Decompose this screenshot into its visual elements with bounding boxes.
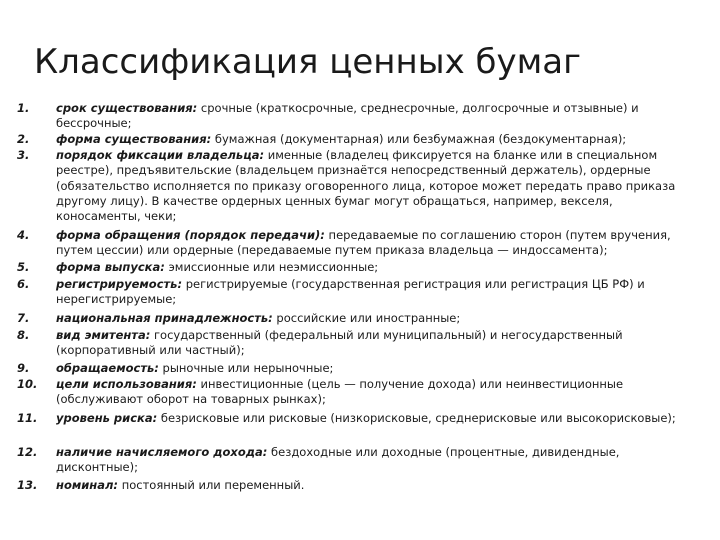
- item-term: срок существования:: [56, 101, 198, 115]
- item-text: [56, 101, 680, 132]
- item-number: 2.: [17, 132, 30, 146]
- item-text: [56, 148, 680, 224]
- item-number: 10.: [17, 377, 38, 391]
- item-number: 8.: [17, 328, 30, 342]
- slide-title: Классификация ценных бумаг: [34, 42, 581, 82]
- item-text: [56, 228, 680, 259]
- item-text: [56, 132, 680, 147]
- item-text: [56, 411, 680, 426]
- item-term: цели использования:: [56, 377, 197, 391]
- item-number: 4.: [17, 228, 30, 242]
- item-number: 5.: [17, 260, 30, 274]
- item-term: форма обращения (порядок передачи):: [56, 228, 325, 242]
- item-text: [56, 361, 680, 376]
- item-term: форма существования:: [56, 132, 212, 146]
- item-description: рыночные или нерыночные;: [158, 361, 334, 375]
- item-text: [56, 445, 680, 476]
- item-term: вид эмитента:: [56, 328, 151, 342]
- item-term: уровень риска:: [56, 411, 158, 425]
- item-description: инвестиционные (цель — получение дохода) или неинвестиционные (обслуживают оборот на товарных рынках);: [56, 377, 624, 407]
- item-number: 3.: [17, 148, 30, 162]
- item-term: порядок фиксации владельца:: [56, 148, 265, 162]
- item-text: [56, 478, 680, 493]
- item-term: регистрируемость:: [56, 277, 183, 291]
- item-description: эмиссионные или неэмиссионные;: [164, 260, 379, 274]
- item-text: [56, 311, 680, 326]
- item-term: форма выпуска:: [56, 260, 165, 274]
- item-description: регистрируемые (государственная регистрация или регистрация ЦБ РФ) и нерегистрируемые;: [56, 277, 645, 307]
- item-description: бумажная (документарная) или безбумажная (бездокументарная);: [211, 132, 627, 146]
- item-description: постоянный или переменный.: [118, 478, 305, 492]
- item-number: 7.: [17, 311, 30, 325]
- item-number: 13.: [17, 478, 38, 492]
- item-text: [56, 328, 680, 359]
- item-number: 11.: [17, 411, 38, 425]
- item-number: 6.: [17, 277, 30, 291]
- item-text: [56, 260, 680, 275]
- item-description: передаваемые по соглашению сторон (путем вручения, путем цессии) или ордерные (передаваемые путем приказа владельца — индоссамента);: [56, 228, 671, 258]
- item-description: безрисковые или рисковые (низкорисковые, среднерисковые или высокорисковые);: [157, 411, 676, 425]
- item-number: 1.: [17, 101, 30, 115]
- item-text: [56, 277, 680, 308]
- item-description: именные (владелец фиксируется на бланке или в специальном реестре), предъявительские (владельцем признаётся непосредственный держатель), ордерные (обязательство исполняется по приказу оговоренного лица, которое может передать право приказа другому лицу). В качестве ордерных ценных бумаг могут обращаться, например, векселя, коносаменты, чеки;: [56, 148, 676, 224]
- item-number: 12.: [17, 445, 38, 459]
- item-term: национальная принадлежность:: [56, 311, 273, 325]
- item-number: 9.: [17, 361, 30, 375]
- item-term: наличие начисляемого дохода:: [56, 445, 268, 459]
- item-description: срочные (краткосрочные, среднесрочные, долгосрочные и отзывные) и бессрочные;: [56, 101, 639, 131]
- item-description: государственный (федеральный или муниципальный) и негосударственный (корпоративный или частный);: [56, 328, 623, 358]
- item-description: бездоходные или доходные (процентные, дивидендные, дисконтные);: [56, 445, 620, 475]
- item-term: обращаемость:: [56, 361, 159, 375]
- item-term: номинал:: [56, 478, 119, 492]
- item-text: [56, 377, 680, 408]
- item-description: российские или иностранные;: [272, 311, 461, 325]
